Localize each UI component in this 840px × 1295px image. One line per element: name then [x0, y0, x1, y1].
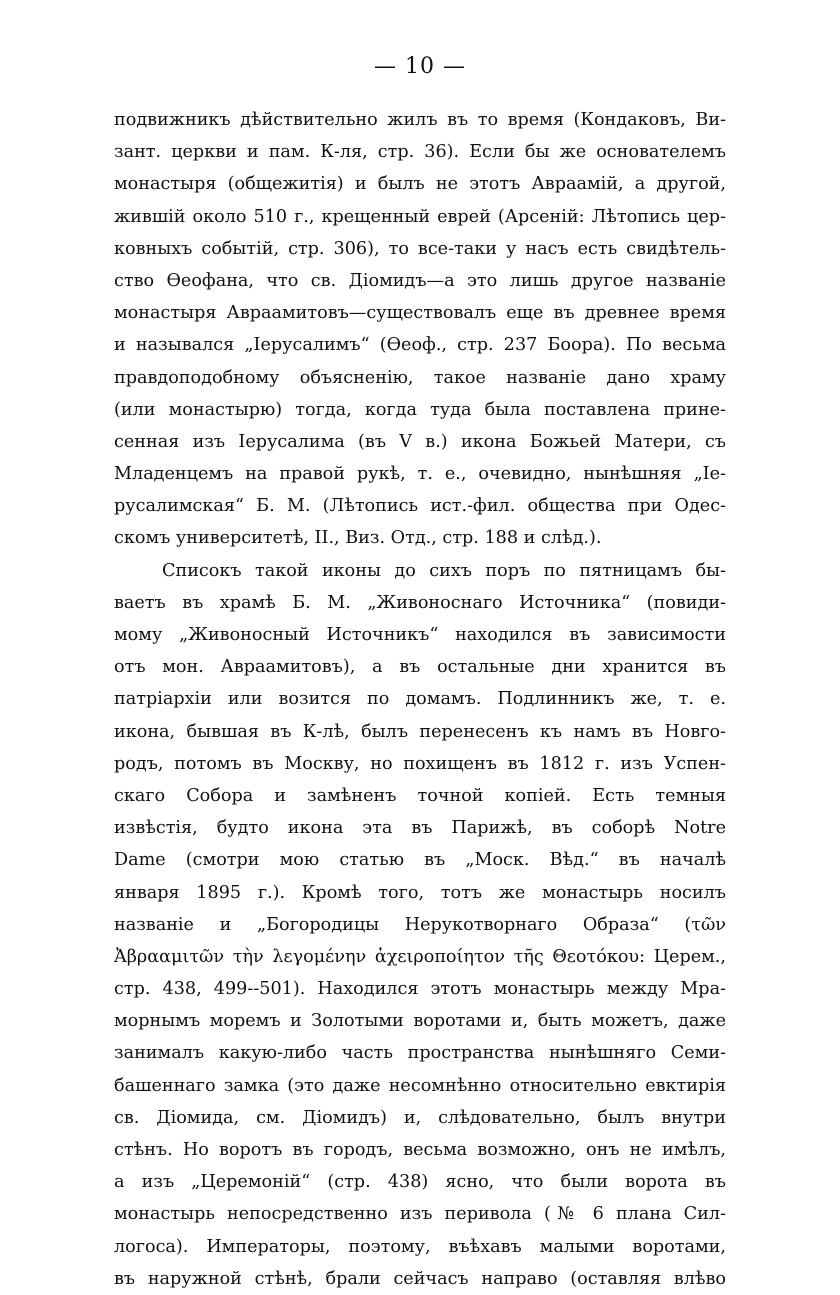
text-line: стѣнъ. Но воротъ въ городъ, весьма возможно, онъ не имѣлъ,	[114, 1140, 726, 1160]
text-line: жившій около 510 г., крещенный еврей (Арсеній: Лѣтопись цер-	[114, 206, 726, 227]
text-line: Dame (смотри мою статью въ „Моск. Вѣд.“ въ началѣ	[114, 850, 726, 871]
text-line: зант. церкви и пам. К-ля, стр. 36). Если бы же основателемъ	[114, 142, 726, 163]
text-line: монастыря (общежитія) и былъ не этотъ Авраамій, а другой,	[114, 174, 726, 195]
text-line: занималъ какую-либо часть пространства нынѣшняго Семи-	[114, 1043, 726, 1064]
text-line: башеннаго замка (это даже несомнѣнно относительно евктирія	[114, 1075, 726, 1096]
text-line: ство Ѳеофана, что св. Діомидъ—а это лишь другое названіе	[114, 270, 726, 291]
text-line: сенная изъ Іерусалима (въ V в.) икона Божьей Матери, съ	[114, 431, 726, 452]
paragraph-2	[114, 555, 726, 1295]
text-line: русалимская“ Б. М. (Лѣтопись ист.-фил. общества при Одес-	[114, 496, 726, 517]
text-line: морнымъ моремъ и Золотыми воротами и, быть можетъ, даже	[114, 1011, 726, 1032]
text-line: монастыря Авраамитовъ—существовалъ еще въ древнее время	[114, 303, 726, 324]
text-line: названіе и „Богородицы Нерукотворнаго Образа“ (τῶν	[114, 914, 726, 935]
text-line: правдоподобному объясненію, такое названіе дано храму	[114, 367, 726, 388]
text-line: подвижникъ дѣйствительно жилъ въ то время (Кондаковъ, Ви-	[114, 110, 726, 130]
text-line: Ἀβρααμιτῶν τὴν λεγομένην ἀχειροποίητον τῆς Θεοτόκου: Церем.,	[114, 946, 726, 967]
text-line: ковныхъ событій, стр. 306), то все-таки у насъ есть свидѣтель-	[114, 238, 726, 259]
paragraph-1	[114, 104, 726, 555]
text-line: икона, бывшая въ К-лѣ, былъ перенесенъ къ намъ въ Новго-	[114, 721, 726, 742]
text-line: логоса). Императоры, поэтому, въѣхавъ малыми воротами,	[114, 1236, 726, 1257]
text-line: патріархіи или возится по домамъ. Подлинникъ же, т. е.	[114, 689, 726, 710]
text-line: января 1895 г.). Кромѣ того, тотъ же монастырь носилъ	[114, 882, 726, 903]
text-line: въ наружной стѣнѣ, брали сейчасъ направо (оставляя влѣво	[114, 1268, 726, 1289]
page-number: — 10 —	[374, 54, 466, 79]
text-line: св. Діомида, см. Діомидъ) и, слѣдовательно, былъ внутри	[114, 1107, 726, 1128]
text-line: скаго Собора и замѣненъ точной копіей. Есть темныя	[114, 785, 726, 806]
text-line: и назывался „Іерусалимъ“ (Ѳеоф., стр. 237 Боора). По весьма	[114, 335, 726, 356]
text-line: Младенцемъ на правой рукѣ, т. е., очевидно, нынѣшняя „Іе-	[114, 464, 726, 485]
body-text	[114, 104, 726, 1295]
text-line: монастырь непосредственно изъ перивола (№ 6 плана Сил-	[114, 1204, 726, 1225]
text-line: (или монастырю) тогда, когда туда была поставлена прине-	[114, 399, 726, 420]
text-line: стр. 438, 499--501). Находился этотъ монастырь между Мра-	[114, 979, 726, 1000]
text-line: а изъ „Церемоній“ (стр. 438) ясно, что были ворота въ	[114, 1172, 726, 1193]
text-line: ваетъ въ храмѣ Б. М. „Живоноснаго Источника“ (повиди-	[114, 592, 726, 613]
text-line: Списокъ такой иконы до сихъ поръ по пятницамъ бы-	[162, 560, 726, 581]
text-line: родъ, потомъ въ Москву, но похищенъ въ 1812 г. изъ Успен-	[114, 753, 726, 774]
text-line: мому „Живоносный Источникъ“ находился въ зависимости	[114, 625, 726, 645]
text-line: отъ мон. Авраамитовъ), а въ остальные дни хранится въ	[114, 657, 726, 678]
text-line: извѣстія, будто икона эта въ Парижѣ, въ соборѣ Notre	[114, 818, 726, 839]
text-line: скомъ университетѣ, II., Виз. Отд., стр. 188 и слѣд.).	[114, 528, 602, 549]
